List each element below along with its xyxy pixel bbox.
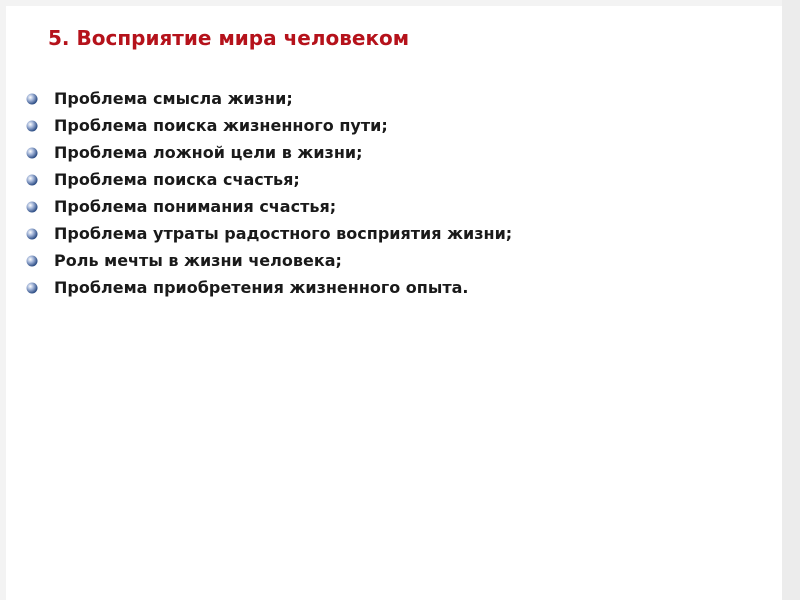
sphere-bullet-icon bbox=[26, 174, 38, 186]
sphere-bullet-icon bbox=[26, 201, 38, 213]
list-item bbox=[26, 139, 512, 166]
list-item-text: Роль мечты в жизни человека; bbox=[54, 251, 342, 270]
list-item bbox=[26, 247, 512, 274]
slide-frame-right bbox=[782, 0, 800, 600]
slide-frame-left bbox=[0, 0, 6, 600]
sphere-bullet-icon bbox=[26, 228, 38, 240]
list-item-text: Проблема поиска счастья; bbox=[54, 170, 300, 189]
list-item bbox=[26, 112, 512, 139]
sphere-bullet-icon bbox=[26, 255, 38, 267]
list-item bbox=[26, 85, 512, 112]
list-item-text: Проблема утраты радостного восприятия жизни; bbox=[54, 224, 513, 243]
list-item bbox=[26, 193, 512, 220]
list-item bbox=[26, 166, 512, 193]
bullet-list bbox=[26, 85, 512, 301]
list-item bbox=[26, 274, 512, 301]
list-item-text: Проблема приобретения жизненного опыта. bbox=[54, 278, 469, 297]
sphere-bullet-icon bbox=[26, 120, 38, 132]
slide-frame-top bbox=[0, 0, 800, 6]
sphere-bullet-icon bbox=[26, 282, 38, 294]
list-item bbox=[26, 220, 512, 247]
sphere-bullet-icon bbox=[26, 93, 38, 105]
sphere-bullet-icon bbox=[26, 147, 38, 159]
list-item-text: Проблема смысла жизни; bbox=[54, 89, 293, 108]
list-item-text: Проблема ложной цели в жизни; bbox=[54, 143, 363, 162]
slide-title: 5. Восприятие мира человеком bbox=[48, 26, 410, 50]
list-item-text: Проблема поиска жизненного пути; bbox=[54, 116, 388, 135]
list-item-text: Проблема понимания счастья; bbox=[54, 197, 337, 216]
